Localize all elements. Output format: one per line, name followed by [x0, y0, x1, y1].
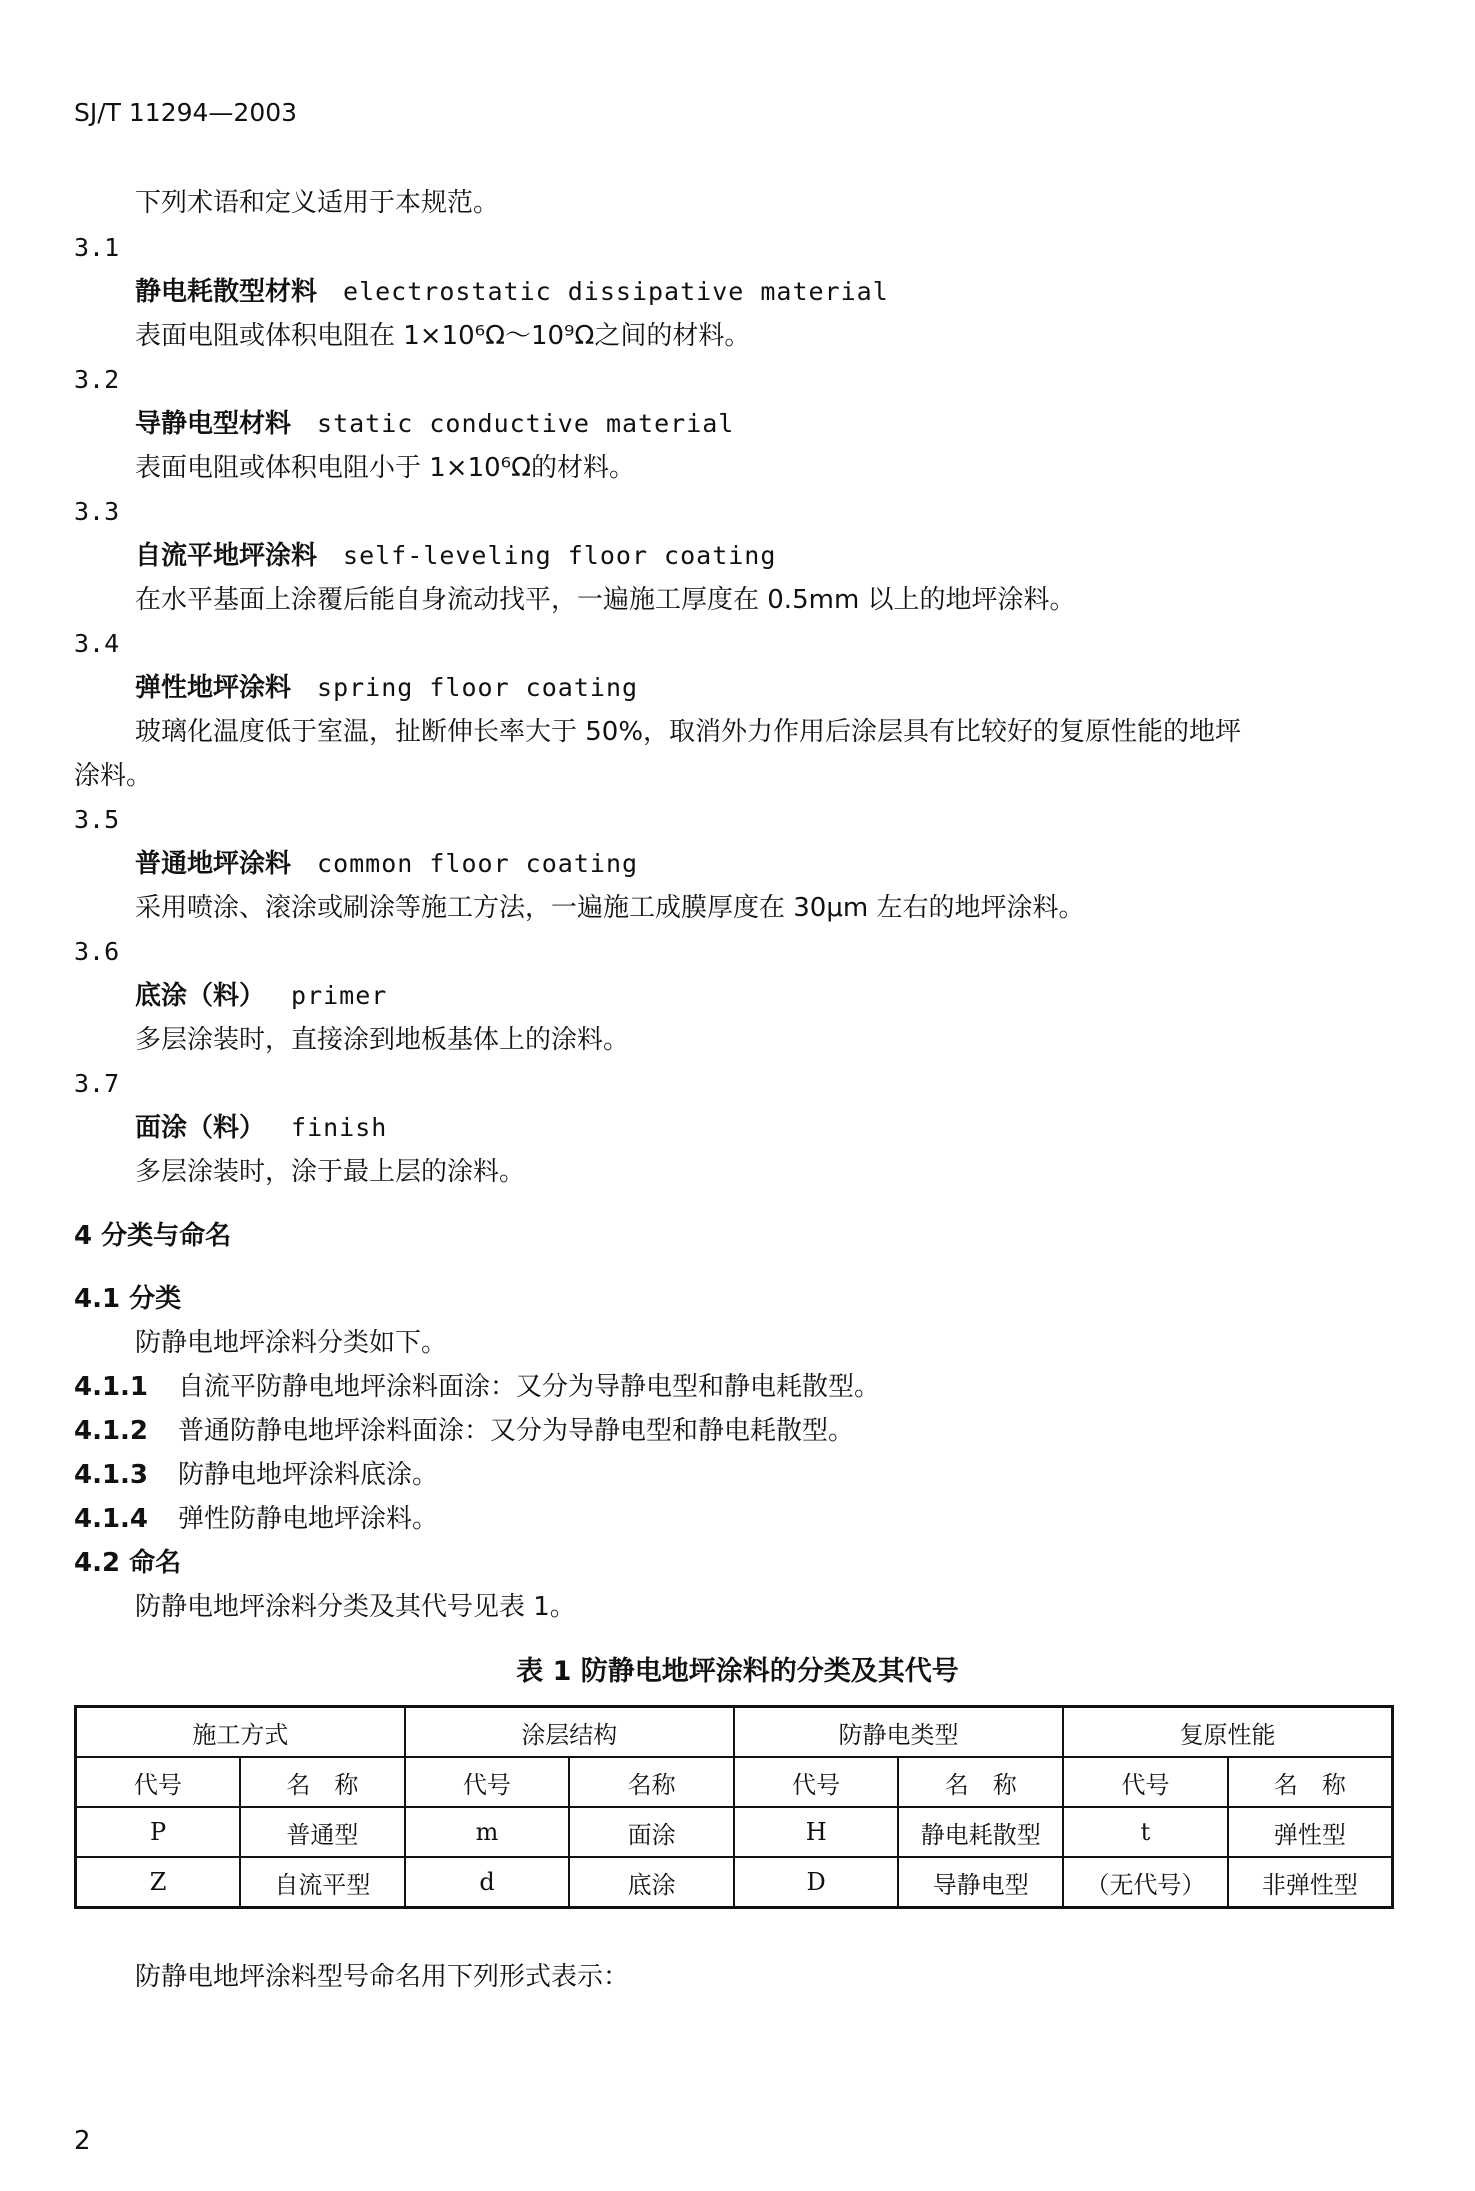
table-subheader: 名 称: [1228, 1757, 1393, 1807]
term-number: 3.4: [74, 629, 120, 658]
list-item: [74, 1414, 854, 1448]
table-cell: 普通型: [240, 1807, 405, 1857]
table-subheader: 代号: [76, 1757, 241, 1807]
standard-header: SJ/T 11294—2003: [74, 98, 298, 127]
term-heading: [135, 275, 889, 309]
table-cell: 非弹性型: [1228, 1857, 1393, 1908]
term-heading: [135, 539, 776, 573]
table-subheader: 名 称: [898, 1757, 1063, 1807]
term-number: 3.2: [74, 365, 120, 394]
table-cell: 自流平型: [240, 1857, 405, 1908]
term-zh: 面涂（料）: [135, 1113, 266, 1143]
classification-table: [74, 1705, 1394, 1909]
term-en: finish: [291, 1113, 388, 1142]
term-definition: 多层涂装时，涂于最上层的涂料。: [135, 1157, 526, 1187]
page-number: 2: [74, 2126, 91, 2156]
term-number: 3.6: [74, 937, 120, 966]
subsection-heading: 4.1 分类: [74, 1284, 182, 1314]
term-en: static conductive material: [317, 409, 735, 438]
table-cell: 面涂: [569, 1807, 734, 1857]
table-group-header-row: [76, 1707, 1393, 1758]
term-number: 3.1: [74, 233, 120, 262]
table-caption: 表 1 防静电地坪涂料的分类及其代号: [516, 1656, 959, 1687]
table-row: [76, 1857, 1393, 1908]
term-heading: [135, 979, 387, 1013]
term-en: electrostatic dissipative material: [343, 277, 889, 306]
list-item-number: 4.1.4: [74, 1504, 149, 1534]
after-table-text: 防静电地坪涂料型号命名用下列形式表示：: [135, 1962, 630, 1992]
term-en: self-leveling floor coating: [343, 541, 777, 570]
section-heading: 4 分类与命名: [74, 1221, 232, 1251]
term-zh: 底涂（料）: [135, 981, 266, 1011]
table-cell: H: [734, 1807, 899, 1857]
table-subheader: 代号: [1063, 1757, 1228, 1807]
term-en: spring floor coating: [317, 673, 639, 702]
table-cell: P: [76, 1807, 241, 1857]
term-number: 3.7: [74, 1069, 120, 1098]
term-definition-continuation: 涂料。: [74, 761, 153, 791]
list-item-text: 弹性防静电地坪涂料。: [178, 1504, 439, 1534]
term-definition: 采用喷涂、滚涂或刷涂等施工方法，一遍施工成膜厚度在 30μm 左右的地坪涂料。: [135, 893, 1085, 923]
term-zh: 弹性地坪涂料: [135, 673, 292, 703]
table-cell: Z: [76, 1857, 241, 1908]
table-cell: d: [405, 1857, 570, 1908]
list-item-number: 4.1.3: [74, 1460, 149, 1490]
term-zh: 导静电型材料: [135, 409, 292, 439]
table-group-header: 复原性能: [1063, 1707, 1392, 1758]
term-number: 3.3: [74, 497, 120, 526]
table-cell: m: [405, 1807, 570, 1857]
table-cell: D: [734, 1857, 899, 1908]
list-item: [74, 1458, 438, 1492]
term-number: 3.5: [74, 805, 120, 834]
table-group-header: 防静电类型: [734, 1707, 1063, 1758]
term-definition: 多层涂装时，直接涂到地板基体上的涂料。: [135, 1025, 630, 1055]
term-definition: 表面电阻或体积电阻小于 1×10⁶Ω的材料。: [135, 453, 635, 483]
term-definition: 玻璃化温度低于室温，扯断伸长率大于 50%，取消外力作用后涂层具有比较好的复原性能的地坪: [135, 717, 1242, 747]
term-definition: 在水平基面上涂覆后能自身流动找平，一遍施工厚度在 0.5mm 以上的地坪涂料。: [135, 585, 1076, 615]
term-zh: 静电耗散型材料: [135, 277, 318, 307]
list-item-text: 普通防静电地坪涂料面涂：又分为导静电型和静电耗散型。: [178, 1416, 855, 1446]
term-heading: [135, 847, 638, 881]
intro-text: 下列术语和定义适用于本规范。: [135, 188, 500, 218]
table-group-header: 施工方式: [76, 1707, 405, 1758]
term-zh: 普通地坪涂料: [135, 849, 292, 879]
table-subheader: 名 称: [240, 1757, 405, 1807]
list-item: [74, 1370, 880, 1404]
term-zh: 自流平地坪涂料: [135, 541, 318, 571]
subsection-intro: 防静电地坪涂料分类及其代号见表 1。: [135, 1592, 576, 1622]
term-heading: [135, 1111, 387, 1145]
table-subheader: 代号: [405, 1757, 570, 1807]
term-heading: [135, 671, 638, 705]
table-subheader-row: [76, 1757, 1393, 1807]
term-definition: 表面电阻或体积电阻在 1×10⁶Ω～10⁹Ω之间的材料。: [135, 321, 751, 351]
list-item-number: 4.1.1: [74, 1372, 149, 1402]
table-cell: 底涂: [569, 1857, 734, 1908]
list-item-number: 4.1.2: [74, 1416, 149, 1446]
list-item: [74, 1502, 438, 1536]
table-cell: 静电耗散型: [898, 1807, 1063, 1857]
table-cell: 弹性型: [1228, 1807, 1393, 1857]
table-group-header: 涂层结构: [405, 1707, 734, 1758]
subsection-heading: 4.2 命名: [74, 1548, 182, 1578]
list-item-text: 防静电地坪涂料底涂。: [178, 1460, 439, 1490]
table-subheader: 代号: [734, 1757, 899, 1807]
term-heading: [135, 407, 734, 441]
table-cell: （无代号）: [1063, 1857, 1228, 1908]
table-subheader: 名称: [569, 1757, 734, 1807]
term-en: common floor coating: [317, 849, 639, 878]
table-cell: t: [1063, 1807, 1228, 1857]
term-en: primer: [291, 981, 388, 1010]
list-item-text: 自流平防静电地坪涂料面涂：又分为导静电型和静电耗散型。: [178, 1372, 881, 1402]
subsection-intro: 防静电地坪涂料分类如下。: [135, 1328, 448, 1358]
table-row: [76, 1807, 1393, 1857]
table-cell: 导静电型: [898, 1857, 1063, 1908]
